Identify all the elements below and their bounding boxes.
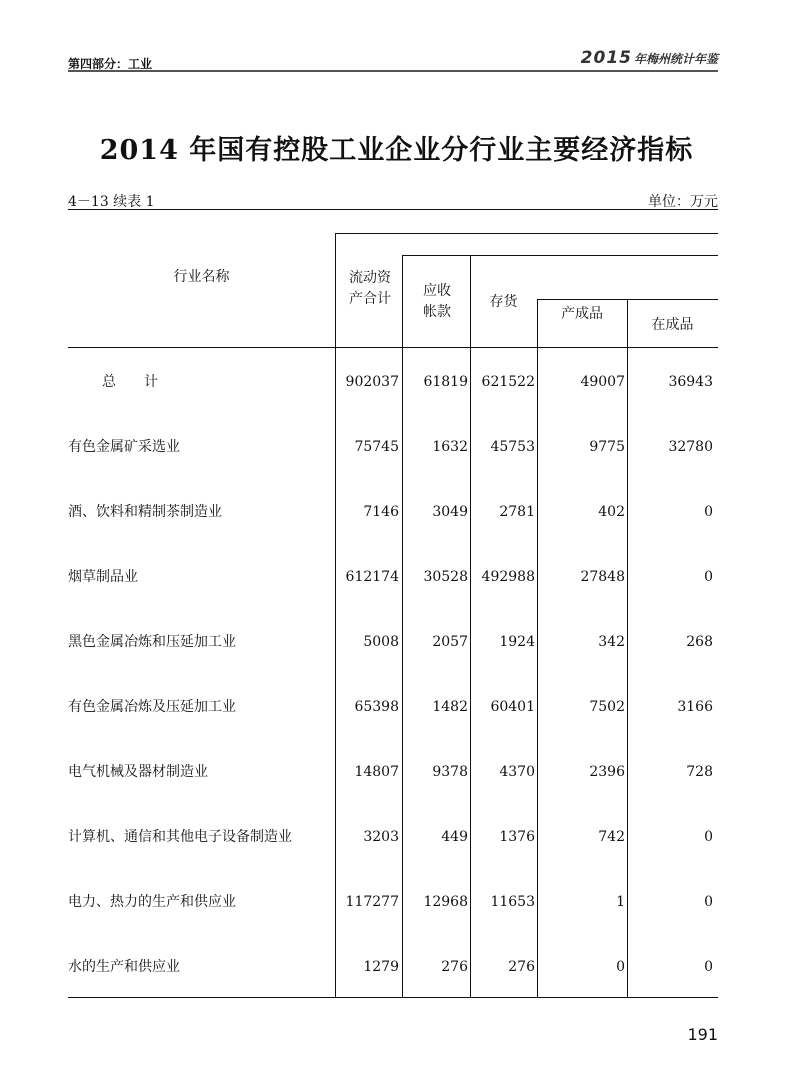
cell-finished: 7502: [589, 699, 625, 715]
cell-finished: 2396: [589, 764, 625, 780]
cell-current-assets: 65398: [354, 699, 399, 715]
cell-wip: 3166: [677, 699, 713, 715]
table-bottom-rule: [68, 997, 718, 998]
col-header-finished: 产成品: [561, 306, 603, 322]
cell-wip: 0: [704, 829, 713, 845]
row-name: 酒、饮料和精制茶制造业: [68, 504, 222, 520]
cell-receivables: 3049: [432, 504, 468, 520]
row-name: 烟草制品业: [68, 569, 138, 585]
table-number: 4－13 续表 1: [68, 194, 155, 210]
cell-wip: 0: [704, 569, 713, 585]
cell-receivables: 9378: [432, 764, 468, 780]
col-header-current-assets: 流动资 产合计: [349, 270, 391, 307]
row-name: 水的生产和供应业: [68, 959, 180, 975]
unit-label: 单位：万元: [648, 194, 718, 210]
cell-current-assets: 612174: [345, 569, 399, 585]
page-title: 2014 年国有控股工业企业分行业主要经济指标: [99, 135, 694, 166]
col-divider-3: [470, 255, 471, 998]
row-name: 电力、热力的生产和供应业: [68, 894, 236, 910]
cell-finished: 742: [598, 829, 625, 845]
row-name: 有色金属冶炼及压延加工业: [68, 699, 236, 715]
cell-current-assets: 5008: [363, 634, 399, 650]
cell-wip: 728: [686, 764, 713, 780]
cell-receivables: 12968: [423, 894, 468, 910]
yearbook-year: 2015: [580, 48, 632, 68]
cell-wip: 0: [704, 504, 713, 520]
cell-wip: 0: [704, 959, 713, 975]
cell-current-assets: 902037: [345, 374, 399, 390]
col-header-inventory: 存货: [489, 294, 518, 310]
row-name: 总 计: [102, 374, 158, 390]
row-name: 计算机、通信和其他电子设备制造业: [68, 829, 292, 845]
col-divider-2: [402, 255, 403, 998]
table-top-rule: [68, 209, 718, 210]
yearbook-title: 年梅州统计年鉴: [633, 52, 718, 66]
cell-current-assets: 3203: [363, 829, 399, 845]
cell-finished: 27848: [580, 569, 625, 585]
cell-inventory: 45753: [490, 439, 535, 455]
header-rule-2: [402, 255, 718, 256]
cell-current-assets: 14807: [354, 764, 399, 780]
cell-wip: 0: [704, 894, 713, 910]
col-header-receivables: 应收 帐款: [423, 283, 451, 320]
cell-inventory: 492988: [481, 569, 535, 585]
cell-current-assets: 1279: [363, 959, 399, 975]
cell-inventory: 60401: [490, 699, 535, 715]
cell-current-assets: 75745: [354, 439, 399, 455]
cell-finished: 342: [598, 634, 625, 650]
cell-current-assets: 7146: [363, 504, 399, 520]
col-divider-1: [335, 233, 336, 998]
header-rule: [68, 70, 718, 72]
cell-receivables: 30528: [423, 569, 468, 585]
section-label: 第四部分：工业: [68, 57, 153, 71]
cell-receivables: 276: [441, 959, 468, 975]
cell-inventory: 621522: [481, 374, 535, 390]
cell-finished: 1: [616, 894, 625, 910]
yearbook-mark: [581, 48, 718, 68]
cell-receivables: 1632: [432, 439, 468, 455]
cell-wip: 36943: [668, 374, 713, 390]
col-header-wip: 在成品: [651, 317, 694, 333]
row-name: 黑色金属冶炼和压延加工业: [68, 634, 236, 650]
cell-receivables: 61819: [423, 374, 468, 390]
header-rule-1: [335, 233, 718, 234]
cell-inventory: 2781: [499, 504, 535, 520]
cell-inventory: 276: [508, 959, 535, 975]
cell-finished: 0: [616, 959, 625, 975]
cell-inventory: 11653: [490, 894, 535, 910]
header-bottom-rule: [68, 347, 718, 348]
cell-wip: 32780: [668, 439, 713, 455]
cell-receivables: 2057: [432, 634, 468, 650]
page-number: 191: [687, 1025, 718, 1044]
cell-current-assets: 117277: [345, 894, 399, 910]
cell-finished: 402: [598, 504, 625, 520]
cell-receivables: 449: [441, 829, 468, 845]
cell-finished: 49007: [580, 374, 625, 390]
cell-inventory: 4370: [499, 764, 535, 780]
cell-receivables: 1482: [432, 699, 468, 715]
cell-wip: 268: [686, 634, 713, 650]
cell-finished: 9775: [589, 439, 625, 455]
row-name: 有色金属矿采选业: [68, 439, 180, 455]
col-header-name: 行业名称: [173, 269, 230, 285]
cell-inventory: 1924: [499, 634, 535, 650]
row-name: 电气机械及器材制造业: [68, 764, 208, 780]
cell-inventory: 1376: [499, 829, 535, 845]
